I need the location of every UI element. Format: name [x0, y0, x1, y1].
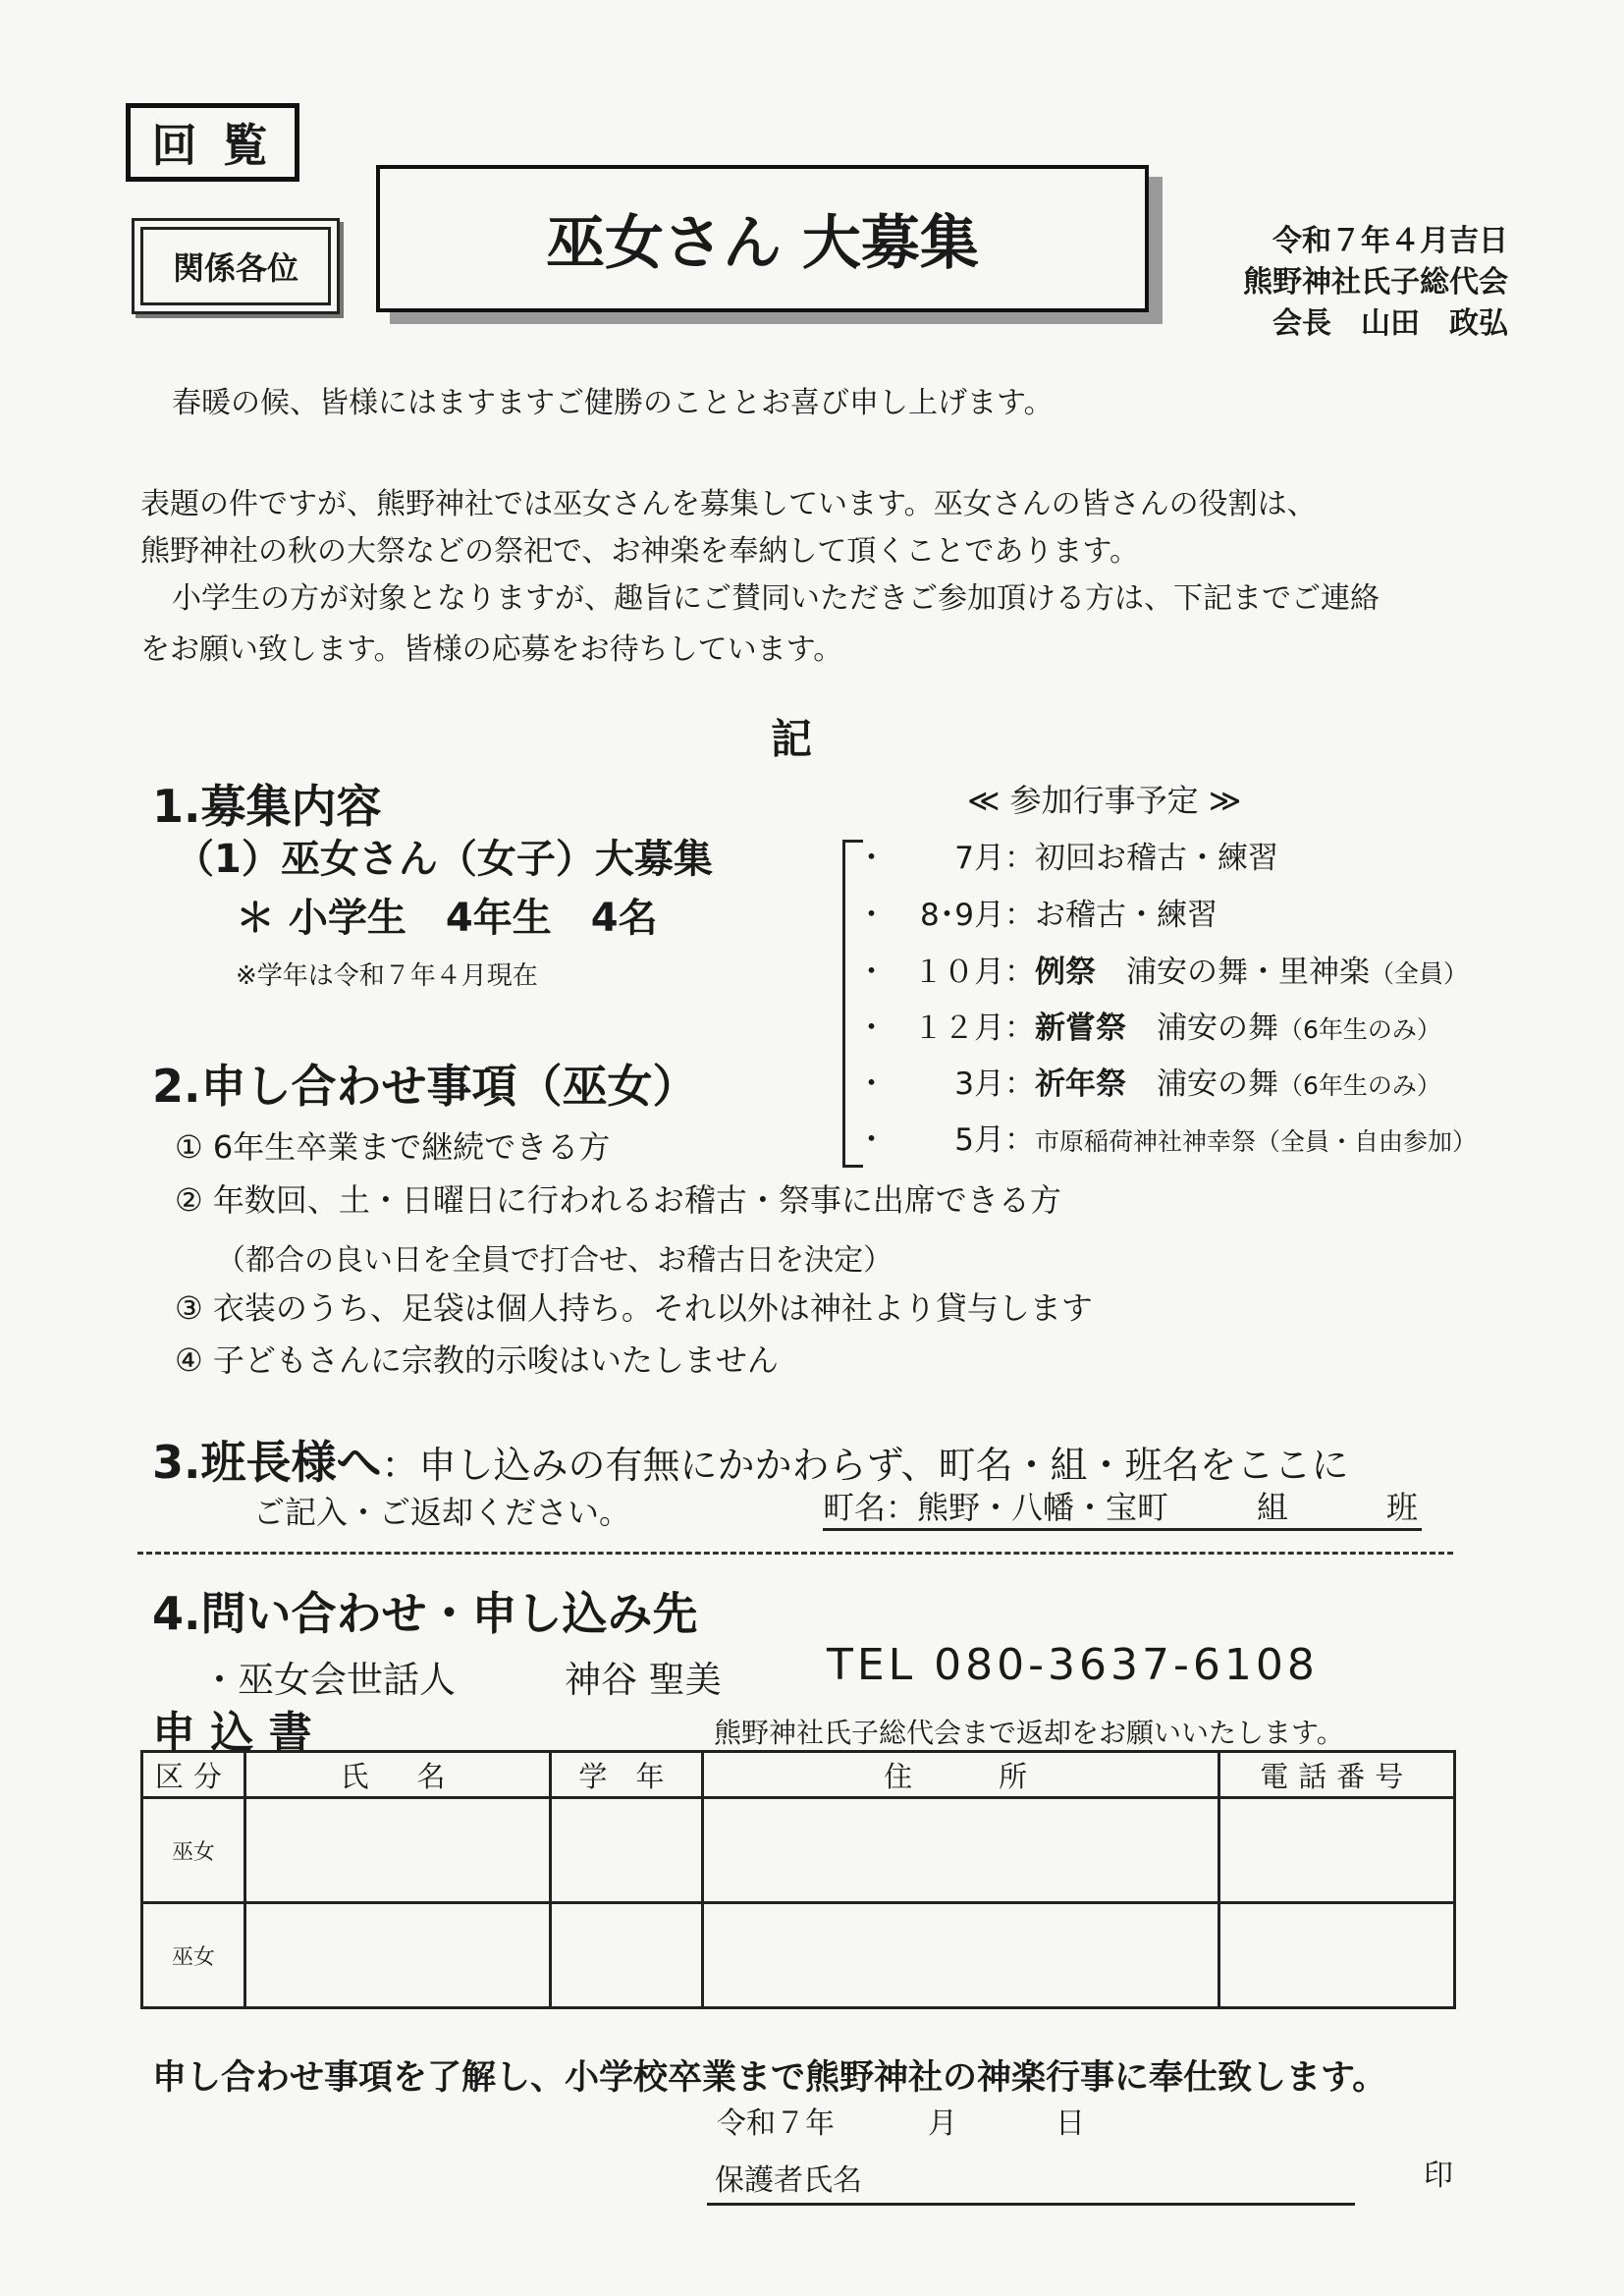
form-title: 申 込 書	[152, 1708, 312, 1758]
col-name: 氏 名	[244, 1752, 550, 1798]
section1-heading: 1.募集内容	[152, 780, 382, 833]
cut-line	[137, 1552, 1453, 1555]
section4-heading: 4.問い合わせ・申し込み先	[152, 1587, 698, 1640]
schedule-row: ・ １０月： 例祭 浦安の舞・里神楽（全員）	[856, 955, 1469, 990]
pledge-date[interactable]: 令和７年 月 日	[717, 2106, 1085, 2141]
contact-tel: TEL 080-3637-6108	[827, 1640, 1319, 1690]
section1-item: （1）巫女さん（女子）大募集	[175, 837, 713, 882]
seal-mark: 印	[1424, 2159, 1453, 2193]
phone-cell[interactable]	[1218, 1903, 1454, 2008]
rule-item-1: ① 6年生卒業まで継続できる方	[175, 1128, 611, 1166]
issuer-org: 熊野神社氏子総代会	[1243, 265, 1508, 300]
kankei-box: 関係各位	[132, 218, 340, 314]
intro-line-2: 熊野神社の秋の大祭などの祭祀で、お神楽を奉納して頂くことであります。	[140, 534, 1139, 569]
issue-date: 令和７年４月吉日	[1272, 224, 1508, 258]
ki-heading: 記	[771, 715, 813, 763]
row-kubun: 巫女	[142, 1798, 245, 1903]
rule-item-4: ④ 子どもさんに宗教的示唆はいたしません	[175, 1341, 779, 1379]
schedule-heading: ≪ 参加行事予定 ≫	[967, 782, 1242, 819]
rule-item-3: ③ 衣装のうち、足袋は個人持ち。それ以外は神社より貸与します	[175, 1289, 1093, 1327]
row-kubun: 巫女	[142, 1903, 245, 2008]
greeting: 春暖の候、皆様にはますますご健勝のこととお喜び申し上げます。	[172, 386, 1054, 420]
address-cell[interactable]	[702, 1798, 1218, 1903]
schedule-row: ・ 3月： 祈年祭 浦安の舞（6年生のみ）	[856, 1066, 1441, 1102]
address-cell[interactable]	[702, 1903, 1218, 2008]
contact-name: 神谷 聖美	[565, 1659, 722, 1701]
section3-heading: 3.班長様へ	[152, 1436, 382, 1489]
grade-cell[interactable]	[551, 1798, 703, 1903]
name-cell[interactable]	[244, 1903, 550, 2008]
col-phone: 電話番号	[1218, 1752, 1454, 1798]
section3-line2: ご記入・ご返却ください。	[253, 1494, 631, 1531]
guardian-label: 保護者氏名	[715, 2163, 862, 2198]
section1-detail: ＊ 小学生 4年生 4名	[236, 896, 658, 941]
table-row	[142, 1798, 1455, 1903]
col-kubun: 区分	[142, 1752, 245, 1798]
issuer-chair: 会長 山田 政弘	[1272, 306, 1508, 341]
intro-line-1: 表題の件ですが、熊野神社では巫女さんを募集しています。巫女さんの皆さんの役割は、	[140, 487, 1317, 521]
name-cell[interactable]	[244, 1798, 550, 1903]
rule-item-2-note: （都合の良い日を全員で打合せ、お稽古日を決定）	[216, 1243, 893, 1278]
pledge-text: 申し合わせ事項を了解し、小学校卒業まで熊野神社の神楽行事に奉仕致します。	[152, 2058, 1387, 2098]
grade-cell[interactable]	[551, 1903, 703, 2008]
schedule-row: ・ 8･9月： お稽古・練習	[856, 898, 1218, 933]
guardian-signature-line[interactable]	[707, 2203, 1355, 2206]
section1-note: ※学年は令和７年４月現在	[236, 961, 538, 991]
schedule-row: ・ １２月： 新嘗祭 浦安の舞（6年生のみ）	[856, 1011, 1441, 1046]
rule-item-2: ② 年数回、土・日曜日に行われるお稽古・祭事に出席できる方	[175, 1181, 1061, 1219]
intro-line-3: 小学生の方が対象となりますが、趣旨にご賛同いただきご参加頂ける方は、下記までご連絡	[172, 581, 1380, 616]
page-title: 巫女さん 大募集	[376, 165, 1149, 312]
section2-heading: 2.申し合わせ事項（巫女）	[152, 1060, 698, 1113]
application-table	[140, 1750, 1456, 2009]
form-return-note: 熊野神社氏子総代会まで返却をお願いいたします。	[714, 1717, 1344, 1749]
schedule-row: ・ 7月： 初回お稽古・練習	[856, 841, 1278, 876]
kairan-box: 回覧	[126, 103, 299, 182]
table-row	[142, 1903, 1455, 2008]
table-header-row	[142, 1752, 1455, 1798]
section3-text: ：申し込みの有無にかかわらず、町名・組・班名をここに	[381, 1444, 1349, 1487]
phone-cell[interactable]	[1218, 1798, 1454, 1903]
intro-line-4: をお願い致します。皆様の応募をお待ちしています。	[140, 632, 843, 667]
col-address: 住 所	[702, 1752, 1218, 1798]
schedule-row: ・ 5月： 市原稲荷神社神幸祭（全員・自由参加）	[856, 1122, 1478, 1158]
town-field[interactable]: 町名：熊野・八幡・宝町 組 班	[823, 1483, 1422, 1531]
col-grade: 学 年	[551, 1752, 703, 1798]
contact-role: ・巫女会世話人	[201, 1659, 456, 1701]
